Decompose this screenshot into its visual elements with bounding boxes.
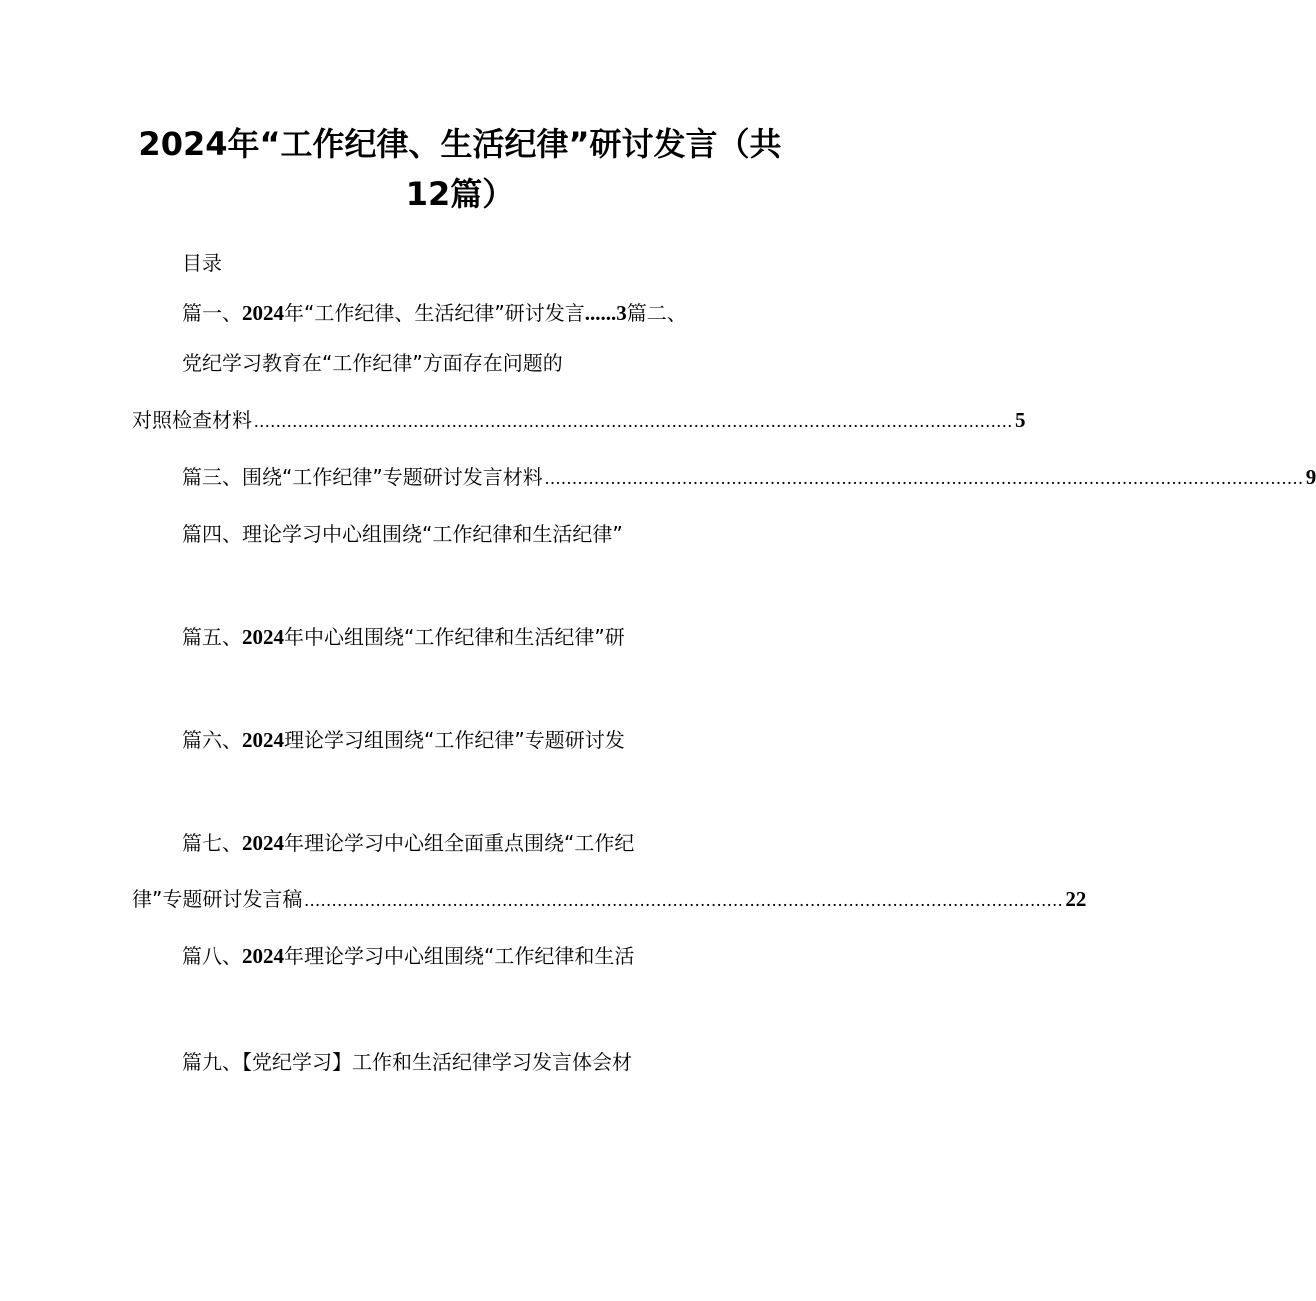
toc-heading: 目录 [182,251,222,275]
toc-entry-1-dots: ...... [584,301,617,325]
toc-entry-5-prefix: 篇五、 [182,625,242,649]
toc-entry-8-prefix: 篇八、 [182,944,242,968]
toc-entry-1-prefix: 篇一、 [182,301,242,325]
toc-entry-7-text: 年理论学习中心组全面重点围绕“工作纪 [284,831,635,855]
toc-entry-8-text: 年理论学习中心组围绕“工作纪律和生活 [284,944,635,968]
toc-entry-7-line-2-text: 律”专题研讨发言稿 [132,887,303,911]
toc-entry-6-prefix: 篇六、 [182,728,242,752]
document-title-line-1: 2024年“工作纪律、生活纪律”研讨发言（共 [138,125,782,163]
toc-entry-1-tail: 篇二、 [626,301,687,325]
toc-entry-8 [182,943,634,969]
toc-entry-7-line-2 [132,886,1087,913]
toc-entry-6-text: 理论学习组围绕“工作纪律”专题研讨发 [284,728,625,752]
toc-entry-9: 篇九、【党纪学习】工作和生活纪律学习发言体会材 [182,1050,632,1074]
toc-entry-2-text: 对照检查材料 [132,408,252,432]
toc-entry-1-page: 3 [616,301,627,325]
document-title-line-2: 12篇） [405,175,515,213]
toc-entry-7-prefix: 篇七、 [182,831,242,855]
toc-entry-6 [182,727,625,753]
toc-entry-5 [182,624,625,650]
toc-entry-2-leader: .......................................................................................................................................... [254,411,1013,431]
toc-entry-2-line-2 [132,407,1026,434]
toc-entry-8-year: 2024 [242,944,284,968]
toc-entry-3 [182,464,1316,491]
toc-entry-1-year: 2024 [242,301,284,325]
toc-entry-7-line-1 [182,830,634,856]
toc-entry-1-text: 年“工作纪律、生活纪律”研讨发言 [284,301,585,325]
toc-entry-2-line-1: 党纪学习教育在“工作纪律”方面存在问题的 [182,351,563,375]
toc-entry-7-page: 22 [1065,887,1087,911]
toc-entry-1 [182,300,687,326]
toc-entry-5-text: 年中心组围绕“工作纪律和生活纪律”研 [284,625,625,649]
toc-entry-6-year: 2024 [242,728,284,752]
toc-entry-2-page: 5 [1015,408,1026,432]
toc-entry-3-text: 篇三、围绕“工作纪律”专题研讨发言材料 [182,465,543,489]
toc-entry-4: 篇四、理论学习中心组围绕“工作纪律和生活纪律” [182,522,623,546]
toc-entry-5-year: 2024 [242,625,284,649]
toc-entry-3-leader: .......................................................................................................................................... [544,468,1304,488]
toc-entry-7-leader: .......................................................................................................................................... [304,890,1064,910]
toc-entry-7-year: 2024 [242,831,284,855]
toc-entry-3-page: 9 [1305,465,1316,489]
